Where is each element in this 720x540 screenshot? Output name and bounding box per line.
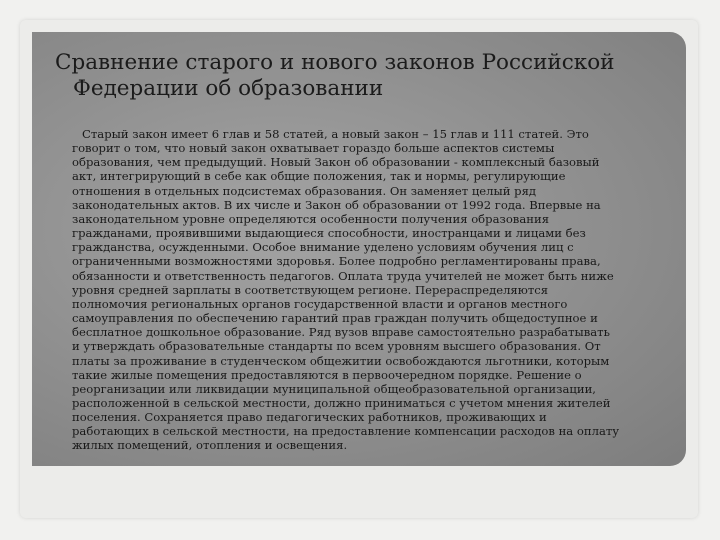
- body-text-line: обязанности и ответственность педагогов. Оплата труда учителей не может быть ниже: [72, 268, 614, 283]
- body-text-line: полномочия региональных органов государственной власти и органов местного: [72, 296, 568, 311]
- body-text-line: такие жилые помещения предоставляются в первоочередном порядке. Решение о: [72, 367, 582, 382]
- body-text-line: ограниченными возможностями здоровья. Более подробно регламентированы права,: [72, 254, 601, 269]
- body-text-line: платы за проживание в студенческом общежитии освобождаются льготники, которым: [72, 353, 610, 368]
- body-text-line: реорганизации или ликвидации муниципальной общеобразовательной организации,: [72, 381, 596, 396]
- body-text-line: гражданами, проявившими выдающиеся способности, иностранцами и лицами без: [72, 226, 586, 241]
- body-text-line: акт, интегрирующий в себе как общие положения, так и нормы, регулирующие: [72, 169, 566, 184]
- body-text-line: Старый закон имеет 6 глав и 58 статей, а новый закон – 15 глав и 111 статей. Это: [82, 127, 589, 141]
- body-text-line: бесплатное дошкольное образование. Ряд вузов вправе самостоятельно разрабатывать: [72, 325, 610, 340]
- body-text-line: законодательном уровне определяются особенности получения образования: [72, 211, 550, 226]
- slide-title-line: Сравнение старого и нового законов Российской: [55, 50, 615, 75]
- body-text-line: говорит о том, что новый закон охватывает гораздо больше аспектов системы: [72, 141, 555, 156]
- body-text-line: работающих в сельской местности, на предоставление компенсации расходов на оплату: [72, 424, 620, 439]
- body-text-line: гражданства, осужденными. Особое внимание уделено условиям обучения лиц с: [72, 240, 574, 255]
- body-text-line: жилых помещений, отопления и освещения.: [72, 438, 348, 453]
- body-text-line: самоуправления по обеспечению гарантий прав граждан получить общедоступное и: [72, 311, 598, 326]
- body-text-line: поселения. Сохраняется право педагогических работников, проживающих и: [72, 410, 547, 425]
- body-text-line: и утверждать образовательные стандарты по всем уровням высшего образования. От: [72, 339, 601, 354]
- slide-body-text: [72, 127, 684, 453]
- body-text-line: расположенной в сельской местности, должно приниматься с учетом мнения жителей: [72, 395, 611, 410]
- body-text-line: образования, чем предыдущий. Новый Закон об образовании - комплексный базовый: [72, 155, 600, 170]
- body-text-line: отношения в отдельных подсистемах образования. Он заменяет целый ряд: [72, 183, 537, 198]
- slide-title-line: Федерации об образовании: [73, 76, 384, 101]
- slide-title: [55, 50, 685, 102]
- body-text-line: законодательных актов. В их числе и Закон об образовании от 1992 года. Впервые на: [72, 197, 601, 212]
- body-text-line: уровня средней зарплаты в соответствующем регионе. Перераспределяются: [72, 282, 549, 297]
